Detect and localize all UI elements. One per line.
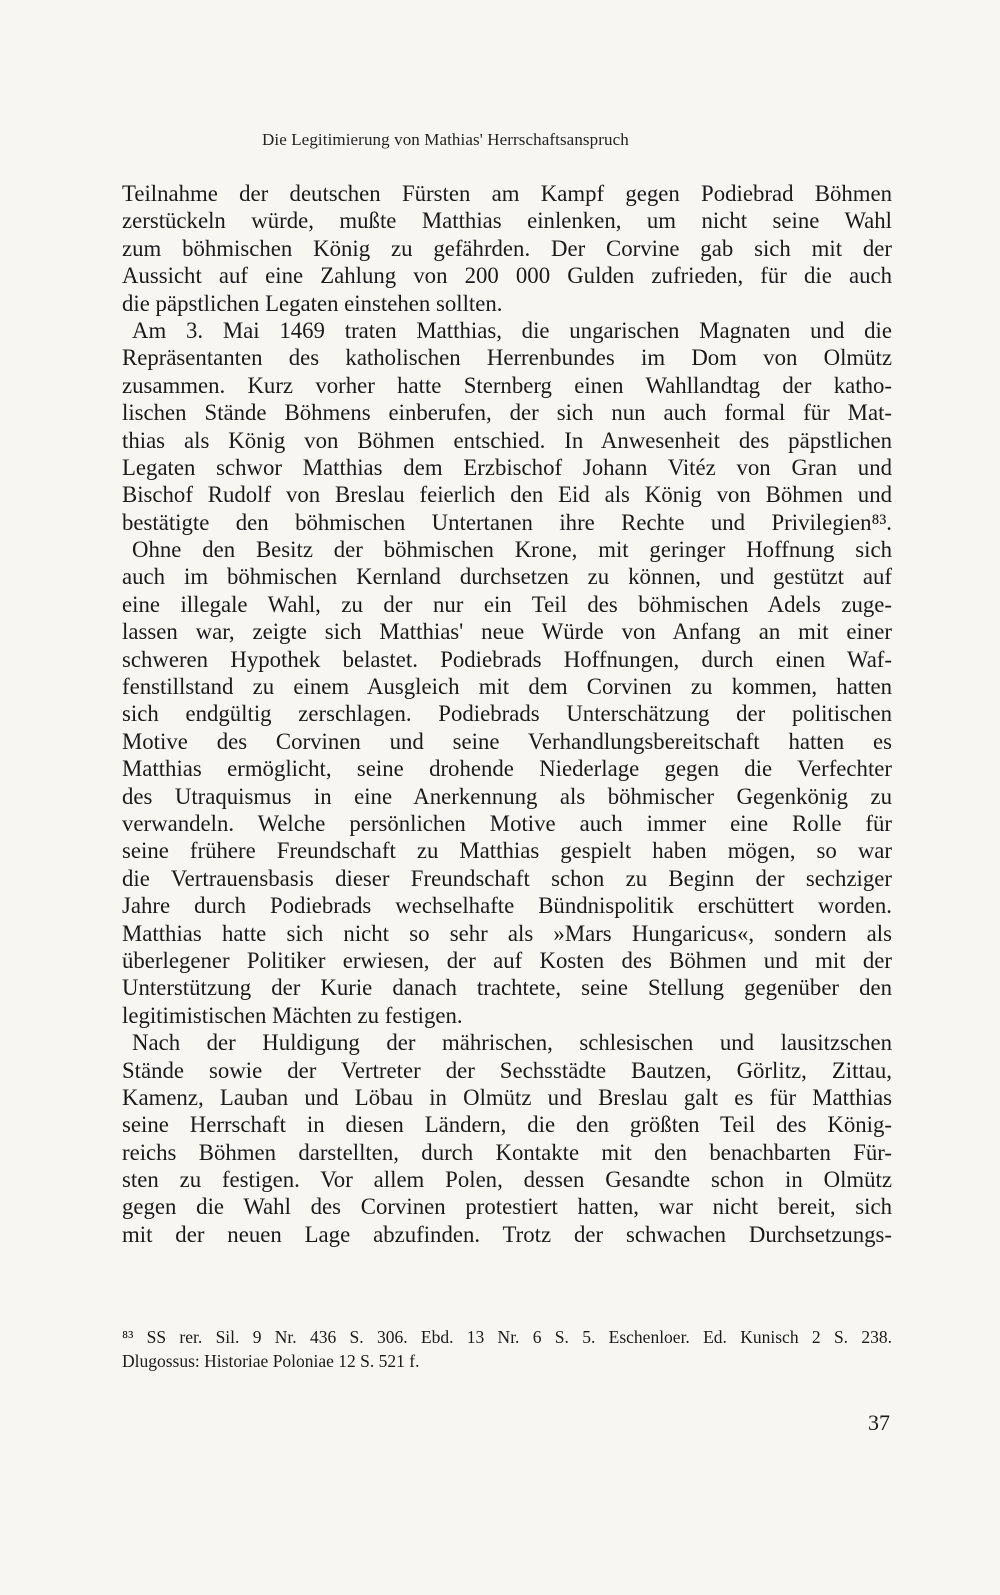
text-line: schweren Hypothek belastet. Podiebrads Hoffnungen, durch einen Waf- bbox=[122, 646, 892, 672]
text-line: Bischof Rudolf von Breslau feierlich den Eid als König von Böhmen und bbox=[122, 482, 892, 508]
text-line: Stände sowie der Vertreter der Sechsstädte Bautzen, Görlitz, Zittau, bbox=[122, 1057, 892, 1083]
text-line: Jahre durch Podiebrads wechselhafte Bündnispolitik erschüttert worden. bbox=[122, 893, 892, 919]
text-line: Matthias hatte sich nicht so sehr als »Mars Hungaricus«, sondern als bbox=[122, 920, 892, 946]
text-line: gegen die Wahl des Corvinen protestiert hatten, war nicht bereit, sich bbox=[122, 1194, 892, 1220]
text-line: Legaten schwor Matthias dem Erzbischof Johann Vitéz von Gran und bbox=[122, 454, 892, 480]
text-line: zum böhmischen König zu gefährden. Der Corvine gab sich mit der bbox=[122, 235, 892, 261]
text-line: Teilnahme der deutschen Fürsten am Kampf gegen Podiebrad Böhmen bbox=[122, 181, 892, 206]
footnotes bbox=[122, 1325, 892, 1373]
text-line: Am 3. Mai 1469 traten Matthias, die ungarischen Magnaten und die bbox=[132, 317, 892, 343]
text-line: Kamenz, Lauban und Löbau in Olmütz und Breslau galt es für Matthias bbox=[122, 1084, 892, 1110]
page-number: 37 bbox=[868, 1410, 890, 1435]
text-line: Matthias ermöglicht, seine drohende Niederlage gegen die Verfechter bbox=[122, 756, 892, 782]
text-line: des Utraquismus in eine Anerkennung als böhmischer Gegenkönig zu bbox=[122, 783, 892, 809]
text-line: Nach der Huldigung der mährischen, schlesischen und lausitzschen bbox=[132, 1030, 892, 1056]
text-line: seine frühere Freundschaft zu Matthias gespielt haben mögen, so war bbox=[122, 838, 892, 864]
text-line: die Vertrauensbasis dieser Freundschaft schon zu Beginn der sechziger bbox=[122, 865, 892, 891]
text-line: Motive des Corvinen und seine Verhandlungsbereitschaft hatten es bbox=[122, 728, 892, 754]
running-head: Die Legitimierung von Mathias' Herrschaftsanspruch bbox=[262, 130, 629, 149]
text-line: bestätigte den böhmischen Untertanen ihre Rechte und Privilegien⁸³. bbox=[122, 509, 892, 535]
text-line: überlegener Politiker erwiesen, der auf Kosten des Böhmen und mit der bbox=[122, 947, 892, 973]
text-line: verwandeln. Welche persönlichen Motive auch immer eine Rolle für bbox=[122, 810, 892, 836]
text-line: die päpstlichen Legaten einstehen sollten. bbox=[122, 290, 503, 316]
text-line: zusammen. Kurz vorher hatte Sternberg einen Wahllandtag der katho- bbox=[122, 372, 892, 398]
text-line: auch im böhmischen Kernland durchsetzen zu können, und gestützt auf bbox=[122, 564, 892, 590]
text-line: Ohne den Besitz der böhmischen Krone, mit geringer Hoffnung sich bbox=[132, 537, 892, 563]
text-line: eine illegale Wahl, zu der nur ein Teil des böhmischen Adels zuge- bbox=[122, 591, 892, 617]
text-line: Unterstützung der Kurie danach trachtete, seine Stellung gegenüber den bbox=[122, 975, 892, 1001]
text-line: sten zu festigen. Vor allem Polen, dessen Gesandte schon in Olmütz bbox=[122, 1167, 892, 1193]
text-line: mit der neuen Lage abzufinden. Trotz der schwachen Durchsetzungs- bbox=[122, 1221, 892, 1247]
text-line: Aussicht auf eine Zahlung von 200 000 Gulden zufrieden, für die auch bbox=[122, 263, 892, 289]
text-line: fenstillstand zu einem Ausgleich mit dem Corvinen zu kommen, hatten bbox=[122, 674, 892, 700]
text-line: Repräsentanten des katholischen Herrenbundes im Dom von Olmütz bbox=[122, 345, 892, 371]
text-line: sich endgültig zerschlagen. Podiebrads Unterschätzung der politischen bbox=[122, 701, 892, 727]
text-line: reichs Böhmen darstellten, durch Kontakte mit den benachbarten Für- bbox=[122, 1139, 892, 1165]
footnote-line: Dlugossus: Historiae Poloniae 12 S. 521 f. bbox=[122, 1351, 420, 1371]
text-line: lassen war, zeigte sich Matthias' neue Würde von Anfang an mit einer bbox=[122, 619, 892, 645]
body-text bbox=[122, 180, 892, 1248]
text-line: seine Herrschaft in diesen Ländern, die den größten Teil des König- bbox=[122, 1112, 892, 1138]
footnote-line: ⁸³ SS rer. Sil. 9 Nr. 436 S. 306. Ebd. 13 Nr. 6 S. 5. Eschenloer. Ed. Kunisch 2 S. 238. bbox=[122, 1327, 892, 1347]
text-line: legitimistischen Mächten zu festigen. bbox=[122, 1002, 463, 1028]
text-line: zerstückeln würde, mußte Matthias einlenken, um nicht seine Wahl bbox=[122, 208, 892, 234]
text-line: thias als König von Böhmen entschied. In Anwesenheit des päpstlichen bbox=[122, 427, 892, 453]
text-line: lischen Stände Böhmens einberufen, der sich nun auch formal für Mat- bbox=[122, 400, 892, 426]
